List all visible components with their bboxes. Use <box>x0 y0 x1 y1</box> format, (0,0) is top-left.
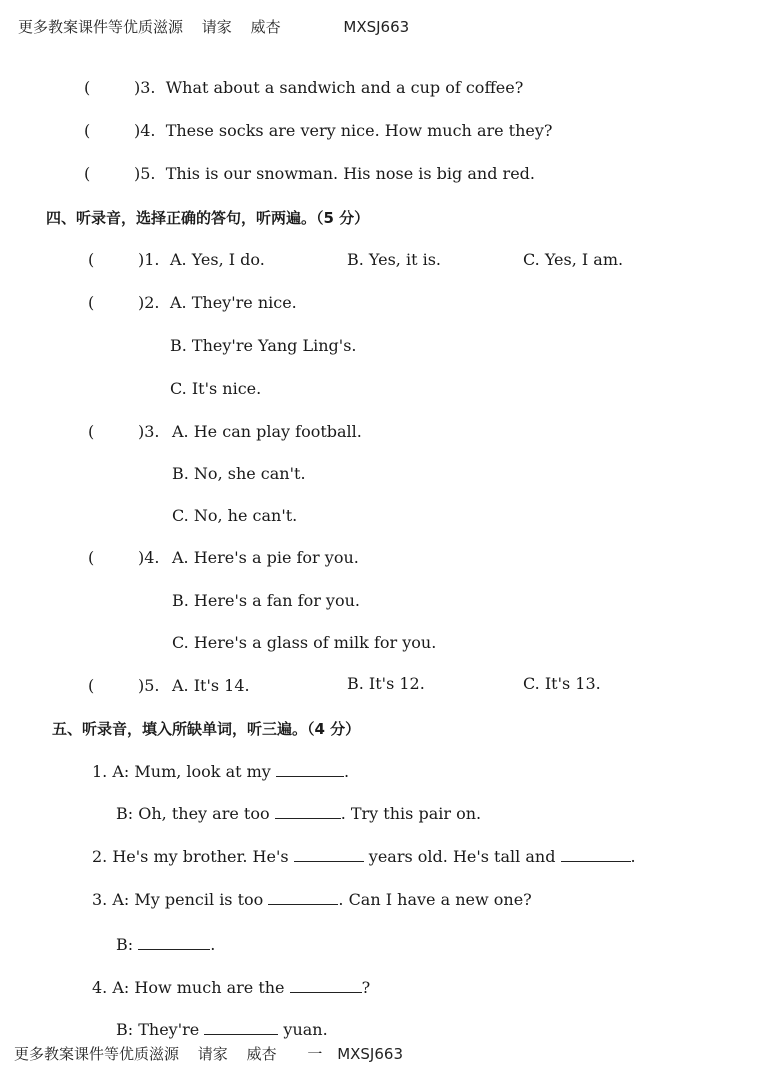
answer-paren[interactable]: ( <box>88 676 95 695</box>
header <box>18 16 409 37</box>
fill-line: B: Oh, they are too . Try this pair on. <box>116 804 482 823</box>
option-c: C. It's nice. <box>170 379 262 398</box>
question-row <box>84 121 553 140</box>
option-c: C. Yes, I am. <box>523 250 624 269</box>
answer-blank[interactable] <box>561 847 631 862</box>
question-number: )4. <box>134 121 156 140</box>
footer <box>14 1043 403 1064</box>
question-number: )3. <box>138 422 160 441</box>
answer-paren[interactable]: ( <box>84 121 91 140</box>
answer-paren[interactable]: ( <box>84 164 91 183</box>
section-title: 五、听录音，填入所缺单词，听三遍。（4 分） <box>52 720 361 738</box>
header-code: MXSJ663 <box>343 18 410 36</box>
footer-code: MXSJ663 <box>337 1045 403 1063</box>
question-text: What about a sandwich and a cup of coffee? <box>165 78 524 97</box>
option-a: A. It's 14. <box>172 676 250 695</box>
question-number: )5. <box>138 676 160 695</box>
question-row <box>84 78 523 97</box>
footer-left: 更多教案课件等优质滋源 <box>14 1045 180 1063</box>
header-mid1: 请家 <box>201 18 232 36</box>
option-b: B. They're Yang Ling's. <box>170 336 357 355</box>
option-b: B. Yes, it is. <box>347 250 441 269</box>
option-a: A. They're nice. <box>170 293 297 312</box>
footer-mid1: 请家 <box>197 1045 228 1063</box>
option-b: B. No, she can't. <box>172 464 306 483</box>
fill-line: B: . <box>116 935 216 954</box>
answer-blank[interactable] <box>294 847 364 862</box>
question-number: )1. <box>138 250 160 269</box>
header-mid2: 威杏 <box>250 18 281 36</box>
section-title: 四、听录音，选择正确的答句，听两遍。（5 分） <box>46 209 370 227</box>
fill-line: 3. A: My pencil is too . Can I have a new one? <box>92 890 532 909</box>
option-a: A. He can play football. <box>172 422 362 441</box>
question-row <box>88 250 160 269</box>
option-a: A. Yes, I do. <box>170 250 265 269</box>
question-row <box>88 293 160 312</box>
answer-blank[interactable] <box>138 935 210 950</box>
answer-blank[interactable] <box>204 1020 278 1035</box>
answer-blank[interactable] <box>276 762 344 777</box>
answer-blank[interactable] <box>275 804 341 819</box>
footer-mid2: 威杏 <box>246 1045 277 1063</box>
option-c: C. No, he can't. <box>172 506 298 525</box>
answer-paren[interactable]: ( <box>88 250 95 269</box>
answer-paren[interactable]: ( <box>88 422 95 441</box>
option-c: C. Here's a glass of milk for you. <box>172 633 437 652</box>
fill-line: 4. A: How much are the ? <box>92 978 371 997</box>
question-number: )4. <box>138 548 160 567</box>
answer-paren[interactable]: ( <box>88 293 95 312</box>
option-a: A. Here's a pie for you. <box>172 548 359 567</box>
footer-dash: 一 <box>307 1045 323 1063</box>
option-b: B. It's 12. <box>347 674 425 693</box>
question-number: )3. <box>134 78 156 97</box>
question-text: This is our snowman. His nose is big and red. <box>165 164 535 183</box>
question-row <box>88 548 160 567</box>
fill-line: 1. A: Mum, look at my . <box>92 762 350 781</box>
question-row <box>84 164 535 183</box>
header-left: 更多教案课件等优质滋源 <box>18 18 184 36</box>
option-b: B. Here's a fan for you. <box>172 591 360 610</box>
answer-blank[interactable] <box>290 978 362 993</box>
question-number: )2. <box>138 293 160 312</box>
answer-paren[interactable]: ( <box>88 548 95 567</box>
fill-line: B: They're yuan. <box>116 1020 328 1039</box>
question-number: )5. <box>134 164 156 183</box>
question-text: These socks are very nice. How much are they? <box>165 121 553 140</box>
option-c: C. It's 13. <box>523 674 601 693</box>
question-row <box>88 422 160 441</box>
question-row <box>88 676 160 695</box>
answer-blank[interactable] <box>268 890 338 905</box>
fill-line: 2. He's my brother. He's years old. He's tall and . <box>92 847 636 866</box>
answer-paren[interactable]: ( <box>84 78 91 97</box>
